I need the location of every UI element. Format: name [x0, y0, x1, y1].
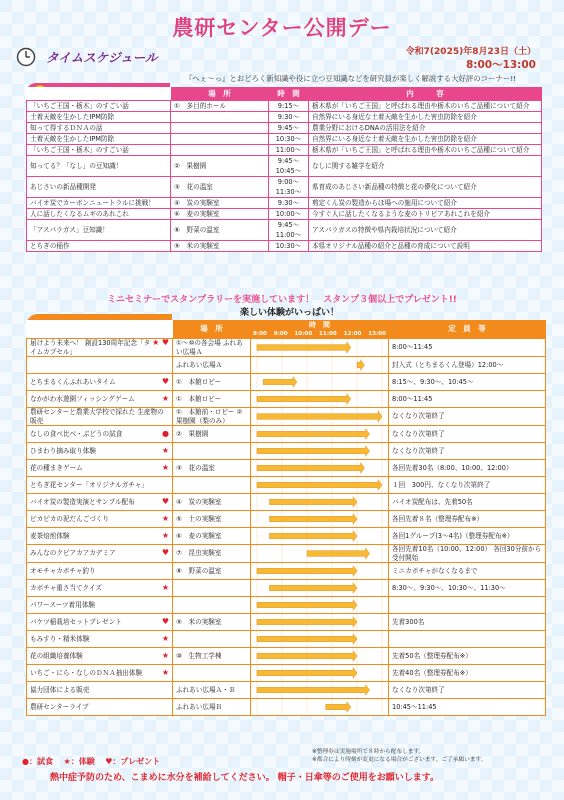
gantt-bar [257, 480, 382, 491]
event-note: 先着50名（整理券配布※） [389, 648, 546, 665]
event-gantt [251, 665, 389, 682]
event-title-text: なかがわ水遊園フィッシングゲーム [30, 394, 135, 403]
seminar-content: なしに関する雑学を紹介 [309, 156, 542, 177]
event-title-text: なしの食べ比べ・ぶどうの試食 [30, 429, 123, 438]
legend-tasting: ●：試食 [22, 757, 53, 766]
seminar-title: 知ってる？「なし」の豆知識！ [27, 156, 171, 177]
gantt-bar-svg [251, 614, 388, 630]
event-note: 各回先着30名（8:00、10:00、12:00） [389, 460, 546, 477]
event-place [173, 477, 251, 494]
time-tick: 11:00 [319, 330, 337, 337]
event-marks: ★ [161, 445, 169, 455]
seminar-place [171, 134, 269, 145]
event-title-text: 花の種まきゲーム [30, 463, 83, 472]
event-row [27, 339, 546, 357]
seminar-row [27, 145, 542, 156]
time-tick: 12:00 [343, 330, 362, 337]
event-title-text: みんなのクビアカアカデミア [30, 549, 116, 558]
gantt-bar-svg [251, 528, 388, 544]
heat-warning: 熱中症予防のため、こまめに水分を補給してください。 帽子・日傘等のご使用をお願いします。 [50, 773, 440, 783]
event-title [27, 477, 173, 494]
event-gantt [251, 545, 389, 563]
time-tick: 8:00 [253, 330, 267, 337]
event-gantt [251, 443, 389, 460]
seminar-row [27, 134, 542, 145]
event-note [389, 597, 546, 614]
gantt-bar-svg [251, 699, 388, 715]
event-place [173, 631, 251, 648]
event-note: 封入式（とちまるくん登場）12:00～ [389, 357, 546, 374]
seminar-title: 土着天敵を生かしたIPM防除 [27, 134, 171, 145]
event-title [27, 665, 173, 682]
event-place: ⑩ 生物工学棟 [173, 648, 251, 665]
gantt-bar-svg [251, 426, 388, 442]
gantt-bar [257, 394, 351, 405]
seminar-header-row [27, 88, 542, 101]
gantt-bar-svg [251, 357, 388, 373]
seminar-time: 9:45～ [269, 123, 309, 134]
event-title-text: もみすり・精米体験 [30, 634, 90, 643]
gantt-bar [269, 583, 357, 594]
event-note: 8:00～11:45 [389, 391, 546, 408]
event-place [173, 443, 251, 460]
gantt-bar-svg [251, 631, 388, 647]
footnotes [312, 748, 486, 764]
event-title-text: 農研センターと農業大学校で採れた 生産物の販売 [30, 408, 164, 425]
event-place [173, 665, 251, 682]
seminar-row [27, 220, 542, 241]
page-title: 農研センター公開デー [172, 16, 392, 40]
event-marks: ★ [161, 393, 169, 403]
event-title [27, 545, 173, 563]
seminar-title: とちぎの稲作 [27, 241, 171, 252]
gantt-bar [257, 685, 370, 696]
event-title [27, 443, 173, 460]
seminar-time: 9:15～ [269, 101, 309, 112]
event-note: 先着300名 [389, 614, 546, 631]
event-place: ふれあい広場Ｂ [173, 699, 251, 716]
legend [22, 756, 160, 767]
event-title [27, 339, 173, 357]
event-gantt [251, 374, 389, 391]
gantt-bar-svg [251, 477, 388, 493]
event-row [27, 563, 546, 580]
event-title [27, 563, 173, 580]
event-marks: ★ [161, 462, 169, 472]
seminar-place-header: 場 所 [171, 88, 269, 101]
seminar-time: 9:00～ 11:30～ [269, 177, 309, 198]
event-title [27, 374, 173, 391]
event-row [27, 460, 546, 477]
event-title-text: ピカピカの泥だんごづくり [30, 514, 109, 523]
gantt-bar-svg [251, 597, 388, 613]
event-note: ミニカボチャがなくなるまで [389, 563, 546, 580]
seminar-place: ③ 花の温室 [171, 177, 269, 198]
event-row [27, 391, 546, 408]
seminar-place: ① 多目的ホール [171, 101, 269, 112]
gantt-bar [357, 360, 365, 371]
seminar-row [27, 177, 542, 198]
event-title [27, 357, 173, 374]
gantt-bar [269, 514, 357, 525]
seminar-time: 10:30～ [269, 241, 309, 252]
event-gantt [251, 511, 389, 528]
event-title-text: オモチャカボチャ釣り [30, 566, 96, 575]
event-row [27, 477, 546, 494]
gantt-bar [257, 463, 365, 474]
event-place [173, 597, 251, 614]
event-note: 各回1グループ(3～4名)（整理券配布※） [389, 528, 546, 545]
intro-text: 『へぇ〜っ』とおどろく新知識や役に立つ豆知識などを研究員が楽しく解説する大好評のコーナー!! [185, 74, 517, 83]
event-title-text: 協力団体による販売 [30, 685, 90, 694]
event-place: ② 果樹園 [173, 426, 251, 443]
seminar-content: 本県オリジナル品種の紹介と品種の育成について説明 [309, 241, 542, 252]
event-title-text: いちご・にら・なしのＤＮＡ抽出体験 [30, 668, 143, 677]
event-gantt [251, 614, 389, 631]
seminar-time: 9:45～ 11:00～ [269, 220, 309, 241]
seminar-title: 人に話したくなるムギのあれこれ [27, 209, 171, 220]
event-row [27, 528, 546, 545]
seminar-title-header [27, 88, 171, 101]
event-row [27, 357, 546, 374]
seminar-time: 11:00～ [269, 145, 309, 156]
event-note-header: 定 員 等 [389, 321, 546, 339]
event-marks: ♥ [161, 496, 169, 506]
event-place: ③ 花の温室 [173, 460, 251, 477]
gantt-bar [326, 702, 351, 713]
event-title-header [27, 321, 173, 339]
seminar-content: 栃木県が「いちご王国」と呼ばれる理由や栃木のいちご品種について紹介 [309, 145, 542, 156]
event-note: バイオ炭配布は、先着50名 [389, 494, 546, 511]
event-title [27, 460, 173, 477]
event-title-text: 届けよう未来へ！ 創設130周年記念「タイムカプセル」 [30, 339, 151, 356]
event-row [27, 682, 546, 699]
gantt-bar-svg [251, 545, 388, 562]
seminar-content: 今すぐ人に話したくなるような麦のトリビアあれこれを紹介 [309, 209, 542, 220]
seminar-place: ④ 炭の実験室 [171, 198, 269, 209]
event-time-title: 時 間 [309, 321, 330, 329]
event-marks: ★ [161, 650, 169, 660]
seminar-title: 知って得するＤＮＡの話 [27, 123, 171, 134]
event-marks: ♥ [161, 616, 169, 626]
event-gantt [251, 699, 389, 716]
seminar-row [27, 101, 542, 112]
event-gantt [251, 339, 389, 357]
footnote-change: ※都合により時刻が変更になる場合がございます。ご了承願います。 [312, 757, 487, 763]
seminar-title: バイオ炭でカーボンニュートラルに挑戦！ [27, 198, 171, 209]
event-title-text: バイオ炭の製造実演とサンプル配布 [30, 497, 135, 506]
event-gantt [251, 477, 389, 494]
seminar-row [27, 156, 542, 177]
gantt-bar-svg [251, 374, 388, 390]
gantt-bar-svg [251, 563, 388, 579]
event-title-text: カボチャ重さ当てクイズ [30, 583, 102, 592]
event-title [27, 528, 173, 545]
event-row [27, 426, 546, 443]
stamp-rally-note: ミニセミナーでスタンプラリーを実施しています！ スタンプ３個以上でプレゼント!! [107, 295, 457, 305]
seminar-content: 県育成のあじさい新品種の特徴と花の儚化について紹介 [309, 177, 542, 198]
clock-icon [16, 47, 36, 67]
seminar-place [171, 123, 269, 134]
time-tick: 10:00 [294, 330, 313, 337]
event-title-text: バケツ稲栽培セットプレゼント [30, 617, 122, 626]
event-title [27, 580, 173, 597]
event-place: ①～⑩の各会場 ふれあい広場Ａ [173, 339, 251, 357]
seminar-time: 10:30～ [269, 134, 309, 145]
event-gantt [251, 580, 389, 597]
event-note [389, 631, 546, 648]
event-title-text: 麦茶焙煎体験 [30, 531, 70, 540]
gantt-bar [257, 342, 351, 353]
event-note: 各回先着８名（整理券配布※） [389, 511, 546, 528]
event-table [26, 320, 546, 716]
event-time-header [251, 321, 389, 339]
seminar-content: 自然界にいる身近な土着天敵を生かした害虫防除を紹介 [309, 112, 542, 123]
gantt-bar [307, 548, 370, 559]
event-place: ふれあい広場Ａ・Ｂ [173, 682, 251, 699]
event-marks: ● [162, 428, 169, 438]
event-row [27, 511, 546, 528]
seminar-row [27, 123, 542, 134]
schedule-label: タイムスケジュール [46, 50, 158, 65]
event-marks: ★ [161, 633, 169, 643]
event-header-row [27, 321, 546, 339]
event-marks: ♥ [161, 376, 169, 386]
seminar-content-header: 内 容 [309, 88, 542, 101]
gantt-bar-svg [251, 682, 388, 698]
seminar-row [27, 209, 542, 220]
event-tagline: 楽しい体験がいっぱい！ [240, 308, 340, 318]
event-gantt [251, 408, 389, 426]
seminar-place [171, 112, 269, 123]
event-title [27, 614, 173, 631]
time-ticks [251, 330, 388, 339]
event-place: ⑤ 土の実験室 [173, 511, 251, 528]
event-place: ④ 炭の実験室 [173, 494, 251, 511]
event-title-text: パワースーツ着用体験 [30, 600, 96, 609]
seminar-content: 農業分野におけるDNAの活用法を紹介 [309, 123, 542, 134]
event-marks: ★ [161, 582, 169, 592]
event-note: なくなり次第終了 [389, 682, 546, 699]
event-place: ① 本館ロビー [173, 374, 251, 391]
event-title [27, 391, 173, 408]
event-row [27, 614, 546, 631]
event-place: ふれあい広場Ａ [173, 357, 251, 374]
gantt-bar-svg [251, 665, 388, 681]
event-gantt [251, 391, 389, 408]
event-place-header: 場 所 [173, 321, 251, 339]
gantt-bar-svg [251, 339, 388, 356]
event-title-text: とちまるくんふれあいタイム [30, 377, 116, 386]
gantt-bar-svg [251, 580, 388, 596]
event-note: なくなり次第終了 [389, 408, 546, 426]
gantt-bar-svg [251, 443, 388, 459]
event-row [27, 374, 546, 391]
event-note: 各回先着10名（10:00、12:00） 各回30分前から受付開始 [389, 545, 546, 563]
event-marks: ★ [161, 667, 169, 677]
event-title [27, 682, 173, 699]
event-note: 8:15～、9:30～、10:45～ [389, 374, 546, 391]
event-marks: ♥ [161, 548, 169, 558]
event-row [27, 408, 546, 426]
seminar-row [27, 241, 542, 252]
event-title [27, 511, 173, 528]
event-title [27, 631, 173, 648]
seminar-time: 10:00～ [269, 209, 309, 220]
event-gantt [251, 631, 389, 648]
event-title-text: ひまわり摘み取り体験 [30, 446, 96, 455]
event-place: ① 本館前・ロビー ② 果樹園（梨のみ） [173, 408, 251, 426]
seminar-title: 土着天敵を生かしたIPM防除 [27, 112, 171, 123]
event-place: ① 本館ロビー [173, 391, 251, 408]
event-place: ⑨ 米の実験室 [173, 614, 251, 631]
seminar-place: ② 果樹園 [171, 156, 269, 177]
seminar-content: 剪定くん炭の製造からほ場への施用について紹介 [309, 198, 542, 209]
time-tick: 9:00 [273, 330, 288, 337]
event-row [27, 494, 546, 511]
event-note: １回 300円、なくなり次第終了 [389, 477, 546, 494]
seminar-place: ⑨ 米の実験室 [171, 241, 269, 252]
event-gantt [251, 357, 389, 374]
event-gantt [251, 460, 389, 477]
seminar-time-header: 時 間 [269, 88, 309, 101]
gantt-bar-svg [251, 494, 388, 510]
gantt-bar [263, 377, 297, 388]
legend-present: ♥：プレゼント [105, 757, 161, 766]
event-row [27, 545, 546, 563]
event-title [27, 699, 173, 716]
event-row [27, 443, 546, 460]
event-title-text: 農研センターライブ [30, 702, 89, 711]
event-marks: ★ [161, 530, 169, 540]
seminar-time: 9:30～ [269, 198, 309, 209]
legend-experience: ★：体験 [63, 757, 95, 766]
event-note: 8:00～11:45 [389, 339, 546, 357]
event-gantt [251, 648, 389, 665]
event-title-text: 花の組織培養体験 [30, 651, 83, 660]
event-marks: ★ [161, 513, 169, 523]
gantt-bar [269, 531, 357, 542]
seminar-content: 自然界にいる身近な土着天敵を生かした害虫防除を紹介 [309, 134, 542, 145]
event-place: ⑥ 麦の実験室 [173, 528, 251, 545]
event-title-text: とちぎ花センター「オリジナルガチャ」 [30, 480, 148, 489]
event-title [27, 648, 173, 665]
seminar-table [26, 87, 542, 252]
seminar-place: ⑥ 麦の実験室 [171, 209, 269, 220]
gantt-bar [257, 429, 370, 440]
time-tick: 13:00 [368, 330, 386, 337]
seminar-content: アスパラガスの特徴や県内栽培状況について紹介 [309, 220, 542, 241]
gantt-bar [269, 497, 357, 508]
event-note: 先着40名（整理券配布※） [389, 665, 546, 682]
footnote-ticket: ※整理券は実施場所で８時から配布します。 [312, 749, 425, 755]
event-time: 8:00～13:00 [465, 59, 536, 71]
gantt-bar-svg [251, 511, 388, 527]
event-row [27, 631, 546, 648]
event-row [27, 699, 546, 716]
event-row [27, 665, 546, 682]
seminar-title: 「アスパラガス」豆知識！ [27, 220, 171, 241]
event-place [173, 580, 251, 597]
event-place: ⑧ 野菜の温室 [173, 563, 251, 580]
seminar-place: ⑧ 野菜の温室 [171, 220, 269, 241]
gantt-bar-svg [251, 460, 388, 476]
event-title [27, 426, 173, 443]
event-gantt [251, 682, 389, 699]
event-gantt [251, 528, 389, 545]
seminar-row [27, 112, 542, 123]
event-title [27, 408, 173, 426]
seminar-title: 「いちご王国・栃木」のすごい話 [27, 101, 171, 112]
seminar-content: 栃木県が「いちご王国」と呼ばれる理由や栃木のいちご品種について紹介 [309, 101, 542, 112]
gantt-bar [257, 446, 370, 457]
gantt-bar-svg [251, 408, 388, 425]
event-title [27, 597, 173, 614]
seminar-time: 9:30～ [269, 112, 309, 123]
gantt-bar [257, 411, 382, 422]
gantt-bar-svg [251, 391, 388, 407]
seminar-place [171, 145, 269, 156]
event-gantt [251, 494, 389, 511]
event-note: なくなり次第終了 [389, 443, 546, 460]
event-gantt [251, 597, 389, 614]
event-title [27, 494, 173, 511]
event-row [27, 648, 546, 665]
seminar-title: あじさいの新品種開発 [27, 177, 171, 198]
seminar-title: 「いちご王国・栃木」のすごい話 [27, 145, 171, 156]
event-place: ⑦ 昆虫実験室 [173, 545, 251, 563]
event-gantt [251, 563, 389, 580]
event-row [27, 580, 546, 597]
gantt-bar-svg [251, 648, 388, 664]
event-note: なくなり次第終了 [389, 426, 546, 443]
event-marks: ★ ♥ [152, 338, 169, 347]
seminar-row [27, 198, 542, 209]
event-gantt [251, 426, 389, 443]
event-note: 8:30～、9:30～、10:30～、11:30～ [389, 580, 546, 597]
event-row [27, 597, 546, 614]
event-note: 10:45～11:45 [389, 699, 546, 716]
event-date: 令和7(2025)年8月23日（土） [405, 47, 536, 57]
seminar-time: 9:45～ 10:45～ [269, 156, 309, 177]
